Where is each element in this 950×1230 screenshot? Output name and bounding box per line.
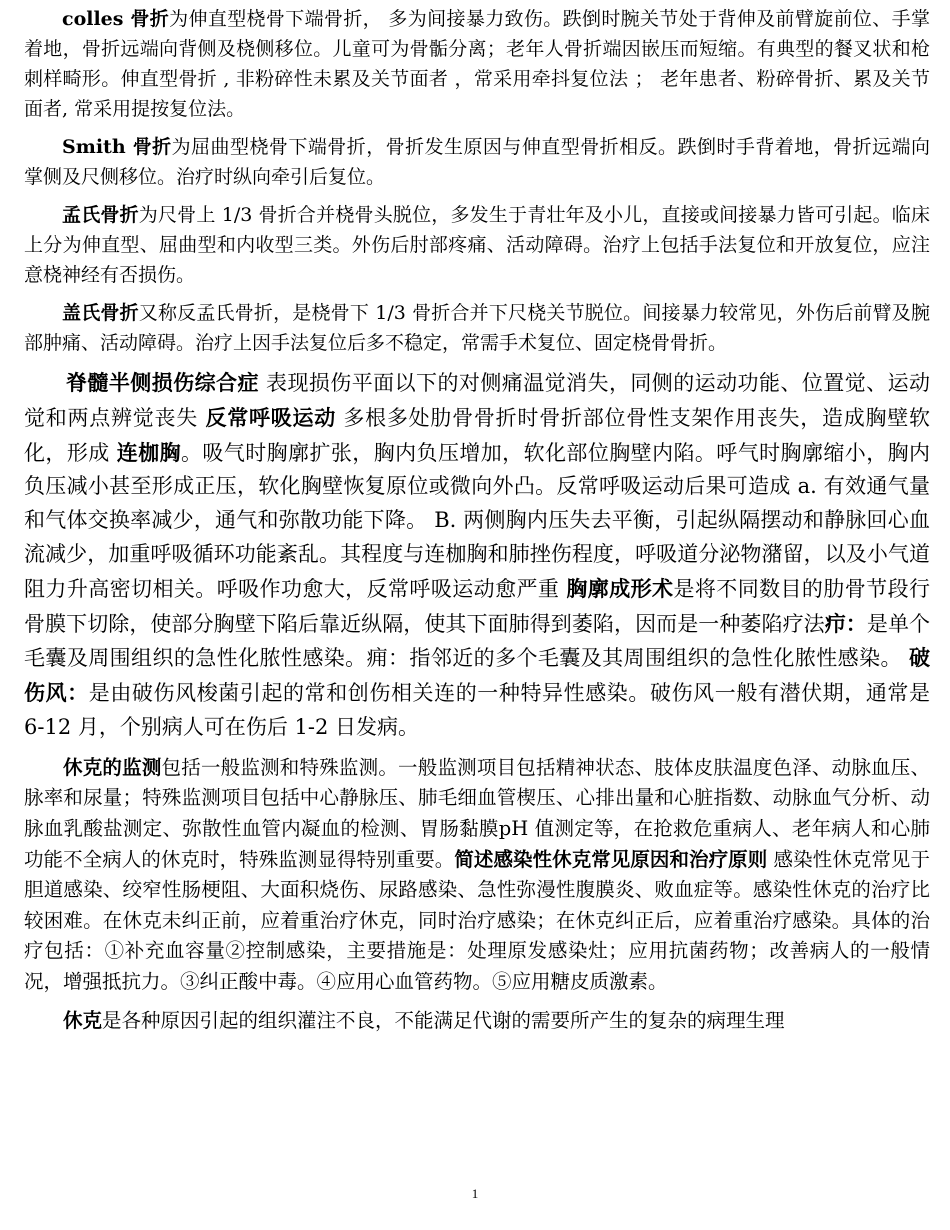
paragraph-text: 。吸气时胸廓扩张，胸内负压增加，软化部位胸壁内陷。呼气时胸廓缩小，胸内负压减小甚至形成正压，软化胸壁恢复原位或微向外凸。反常呼吸运动后果可造成 a. 有效通气量和气体交换率减少，通气和弥散功能下降。 B. 两侧胸内压失去平衡，引起纵隔摆动和静脉回心血流减少，加重呼吸循环功能紊乱。其程度与连枷胸和肺挫伤程度，呼吸道分泌物潴留，以及小气道阻力升高密切相关。呼吸作功愈大，反常呼吸运动愈严重: [24, 440, 931, 601]
paragraph-text: 感染性休克常见于胆道感染、绞窄性肠梗阻、大面积烧伤、尿路感染、急性弥漫性腹膜炎、败血症等。感染性休克的治疗比较困难。在休克未纠正前，应着重治疗休克，同时治疗感染；在休克纠正后，应着重治疗感染。具体的治疗包括：①补充血容量②控制感染，主要措施是：处理原发感染灶；应用抗菌药物；改善病人的一般情况，增强抵抗力。③纠正酸中毒。④应用心血管药物。⑤应用糖皮质激素。: [24, 847, 930, 993]
paragraph-text: 为尺骨上 1/3 骨折合并桡骨头脱位，多发生于青壮年及小儿，直接或间接暴力皆可引起。临床上分为伸直型、屈曲型和内收型三类。外伤后肘部疼痛、活动障碍。治疗上包括手法复位和开放复位，应注意桡神经有否损伤。: [24, 204, 930, 286]
term-colles-fracture: colles 骨折: [62, 8, 170, 30]
paragraph-text: 是单个毛囊及周围组织的急性化脓性感染。痈：指邻近的多个毛囊及其周围组织的急性化脓性感染。: [24, 611, 931, 671]
paragraph-text: 是由破伤风梭菌引起的常和创伤相关连的一种特异性感染。破伤风一般有潜伏期，通常是 6-12 月，个别病人可在伤后 1-2 日发病。: [24, 681, 931, 739]
term-septic-shock: 简述感染性休克常见原因和治疗原则: [454, 847, 768, 871]
term-smith-fracture: Smith 骨折: [62, 136, 172, 158]
paragraph-text: 是将不同数目的肋骨节段行骨膜下切除，使部分胸壁下陷后靠近纵隔，使其下面肺得到萎陷，因而是一种萎陷疗法: [24, 576, 930, 636]
page-number: 1: [471, 1186, 479, 1201]
term-tetanus: 破伤风：: [24, 645, 930, 706]
paragraph-colles-fracture: [24, 4, 930, 124]
term-flail-chest: 连枷胸: [116, 439, 181, 465]
document-page: [24, 4, 930, 1044]
paragraph-galeazzi-fracture: [24, 298, 930, 358]
term-shock-monitoring: 休克的监测: [63, 755, 162, 779]
paragraph-text: 表现损伤平面以下的对侧痛温觉消失，同侧的运动功能、位置觉、运动觉和两点辨觉丧失: [24, 371, 930, 430]
term-shock: 休克: [63, 1008, 103, 1032]
term-furuncle: 疖：: [824, 610, 867, 636]
paragraph-text: 多根多处肋骨骨折时骨折部位骨性支架作用丧失，造成胸壁软化，形成: [24, 405, 930, 465]
term-monteggia-fracture: 孟氏骨折: [62, 204, 139, 226]
term-galeazzi-fracture: 盖氏骨折: [62, 302, 139, 324]
paragraph-text: 为屈曲型桡骨下端骨折，骨折发生原因与伸直型骨折相反。跌倒时手背着地，骨折远端向掌侧及尺侧移位。治疗时纵向牵引后复位。: [24, 136, 930, 188]
term-paradoxical-respiration: 反常呼吸运动: [205, 404, 336, 430]
paragraph-text: 为伸直型桡骨下端骨折， 多为间接暴力致伤。跌倒时腕关节处于背伸及前臂旋前位、手掌着地，骨折远端向背侧及桡侧移位。儿童可为骨骺分离；老年人骨折端因嵌压而短缩。有典型的餐叉状和枪刺样畸形。伸直型骨折 , 非粉碎性未累及关节面者 ，常采用牵抖复位法 ； 老年患者、粉碎骨折、累及关节面者, 常采用提按复位法。: [24, 8, 930, 120]
term-thoracoplasty: 胸廓成形术: [566, 575, 674, 601]
term-brown-sequard: 脊髓半侧损伤综合症: [66, 370, 259, 395]
paragraph-shock: [24, 1006, 930, 1037]
paragraph-spinal-thoracic: [24, 366, 930, 745]
paragraph-text: 又称反孟氏骨折，是桡骨下 1/3 骨折合并下尺桡关节脱位。间接暴力较常见，外伤后前臂及腕部肿痛、活动障碍。治疗上因手法复位后多不稳定，常需手术复位、固定桡骨骨折。: [24, 302, 930, 354]
paragraph-text: 是各种原因引起的组织灌注不良，不能满足代谢的需要所产生的复杂的病理生理: [102, 1008, 785, 1032]
paragraph-smith-fracture: [24, 132, 930, 192]
paragraph-monteggia-fracture: [24, 200, 930, 290]
paragraph-shock-monitoring: [24, 753, 930, 998]
paragraph-text: 包括一般监测和特殊监测。一般监测项目包括精神状态、肢体皮肤温度色泽、动脉血压、脉率和尿量；特殊监测项目包括中心静脉压、肺毛细血管楔压、心排出量和心脏指数、动脉血气分析、动脉血乳酸盐测定、弥散性血管内凝血的检测、胃肠黏膜pH 值测定等，在抢救危重病人、老年病人和心肺功能不全病人的休克时，特殊监测显得特别重要。: [24, 755, 930, 871]
